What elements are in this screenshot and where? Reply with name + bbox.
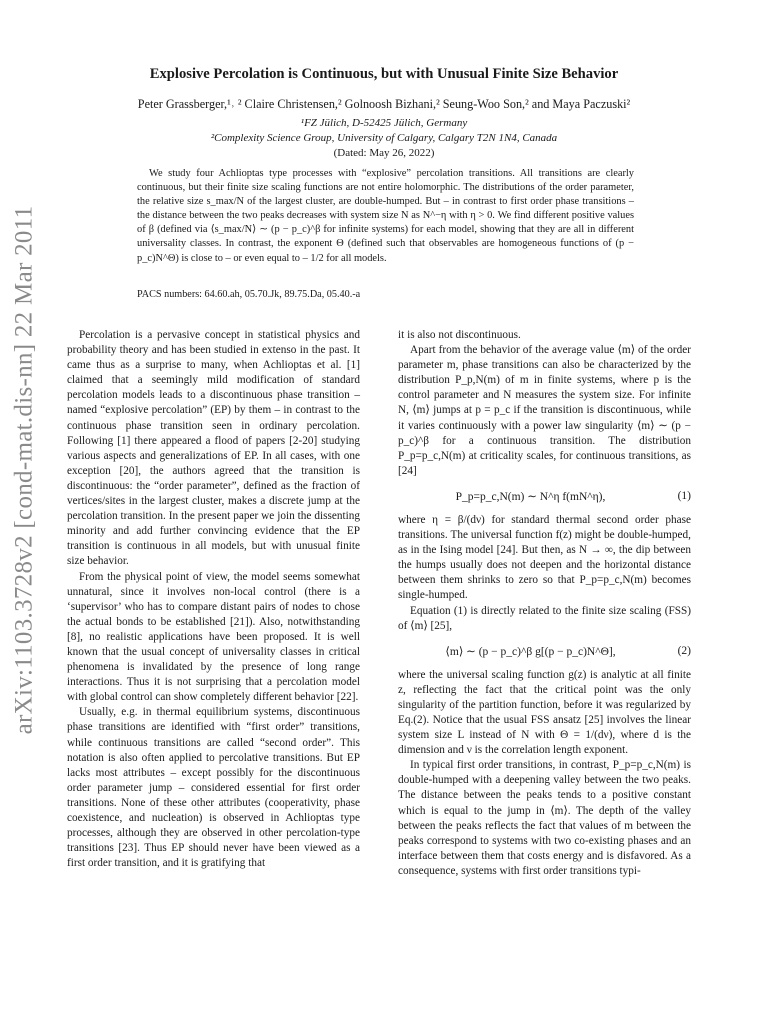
abstract: We study four Achlioptas type processes with “explosive” percolation transitions. All transitions are clearly continuous, but their finite size scaling functions are not entire holomorphic. The distributions of the order parameter, the relative size s_max/N of the largest cluster, are double-humped. But – in contrast to first order phase transitions – the distance between the two peaks decreases with system size N as N^−η with η > 0. We find different positive values of β (defined via ⟨s_max/N⟩ ∼ (p − p_c)^β for infinite systems) for each model, showing that they are all in different universality classes. In contrast, the exponent Θ (defined such that observables are homogeneous functions of (p − p_c)N^Θ) is close to – or even equal to – 1/2 for all models. <box>137 168 634 264</box>
body-paragraph: Usually, e.g. in thermal equilibrium systems, discontinuous phase transitions are identified with “first order” transitions, while continuous transitions are called “second order”. This notation is also often applied to percolative transitions. But EP lacks most attributes – except possibly for the discontinuous order parameter jump – considered essential for first order transitions. None of these other attributes (cooperativity, phase coexistence, and nucleation) is observed in Achlioptas type processes, although they are observed in other percolation-type transitions [23]. Thus EP should never have been viewed as a first order transition, and it is gratifying that <box>67 706 360 870</box>
affiliation-2: ²Complexity Science Group, University of Calgary, Calgary T2N 1N4, Canada <box>210 132 558 144</box>
equation-2-expression: ⟨m⟩ ∼ (p − p_c)^β g[(p − p_c)N^Θ], <box>445 645 616 658</box>
body-paragraph: where η = β/(dν) for standard thermal second order phase transitions. The universal function f(z) might be double-humped, as in the Ising model [24]. But then, as N → ∞, the dip between the humps usually does not deepen and the horizontal distance between them shrinks to zero so that P_p=p_c,N(m) becomes single-humped. <box>398 513 691 602</box>
body-paragraph: In typical first order transitions, in contrast, P_p=p_c,N(m) is double-humped with a deepening valley between the two peaks. The distance between the peaks tends to a positive constant which is equal to the jump in ⟨m⟩. The depth of the valley between the peaks reflects the fact that values of m between the peaks correspond to systems with two co-existing phases and an interface between them that costs energy and is disfavored. As a consequence, systems with first order transitions typi- <box>398 759 691 877</box>
body-paragraph: it is also not discontinuous. <box>398 329 521 341</box>
affiliation-1: ¹FZ Jülich, D-52425 Jülich, Germany <box>300 117 468 129</box>
body-paragraph: From the physical point of view, the model seems somewhat unnatural, since it involves non-local control (there is a ‘supervisor’ who has to compare distant pairs of nodes to chose the actual bonds to be established [21]). Also, notwithstanding [8], no realistic applications have been proposed. It is well known that the usual concept of universality classes in critical phenomena is invalidated by the presence of long range interactions. Thus it is not surprising that a percolation model with global control can show completely different behavior [22]. <box>67 570 360 704</box>
right-column <box>398 328 691 879</box>
arxiv-identifier-stamp <box>6 205 42 735</box>
date-line: (Dated: May 26, 2022) <box>333 147 435 159</box>
equation-2 <box>398 634 691 668</box>
body-paragraph: Equation (1) is directly related to the finite size scaling (FSS) of ⟨m⟩ [25], <box>398 604 691 632</box>
equation-2-number: (2) <box>677 644 691 657</box>
equation-1-expression: P_p=p_c,N(m) ∼ N^η f(mN^η), <box>455 490 606 503</box>
equation-1 <box>398 479 691 513</box>
left-column <box>67 328 360 871</box>
pacs-numbers: PACS numbers: 64.60.ah, 05.70.Jk, 89.75.Da, 05.40.-a <box>137 289 361 300</box>
body-paragraph: Apart from the behavior of the average value ⟨m⟩ of the order parameter m, phase transitions can also be characterized by the distribution P_p,N(m) of m in finite systems, where p is the control parameter and N measures the system size. For infinite N, ⟨m⟩ jumps at p = p_c if the transition is discontinuous, while it varies continuously with a power law singularity ⟨m⟩ ∼ (p − p_c)^β for a continuous transition. The distribution P_p=p_c,N(m) at criticality scales, for continuous transitions, as [24] <box>398 344 691 477</box>
author-list: Peter Grassberger,¹˒ ² Claire Christensen,² Golnoosh Bizhani,² Seung-Woo Son,² and Maya Paczuski² <box>137 97 631 111</box>
body-paragraph: where the universal scaling function g(z) is analytic at all finite z, reflecting the fact that the critical point was the only singularity of the partition function, before it was regularized by Eq.(2). Notice that the usual FSS ansatz [25] involves the linear system size L instead of N with Θ = 1/(dν), where d is the dimension and ν is the correlation length exponent. <box>398 668 691 757</box>
equation-1-number: (1) <box>677 489 691 502</box>
paper-title: Explosive Percolation is Continuous, but with Unusual Finite Size Behavior <box>149 66 619 82</box>
body-paragraph: Percolation is a pervasive concept in statistical physics and probability theory and has been studied in extenso in the past. It came thus as a surprise to many, when Achlioptas et al. [1] claimed that a seemingly mild modification of standard percolation models leads to a discontinuous phase transition – named “explosive percolation” (EP) by them – in contrast to the continuous phase transition seen in ordinary percolation. Following [1] there appeared a flood of papers [2-20] studying various aspects and generalizations of EP. In all cases, with one exception [20], the authors agreed that the transition is discontinuous: the “order parameter”, defined as the fraction of vertices/sites in the largest cluster, makes a discrete jump at the percolation transition. In the present paper we join the dissenting minority and add further convincing evidence that the EP transition is continuous in all models, but with unusual finite size behavior. <box>67 329 360 568</box>
arxiv-identifier-text: arXiv:1103.3728v2 [cond-mat.dis-nn] 22 Mar 2011 <box>10 205 38 735</box>
